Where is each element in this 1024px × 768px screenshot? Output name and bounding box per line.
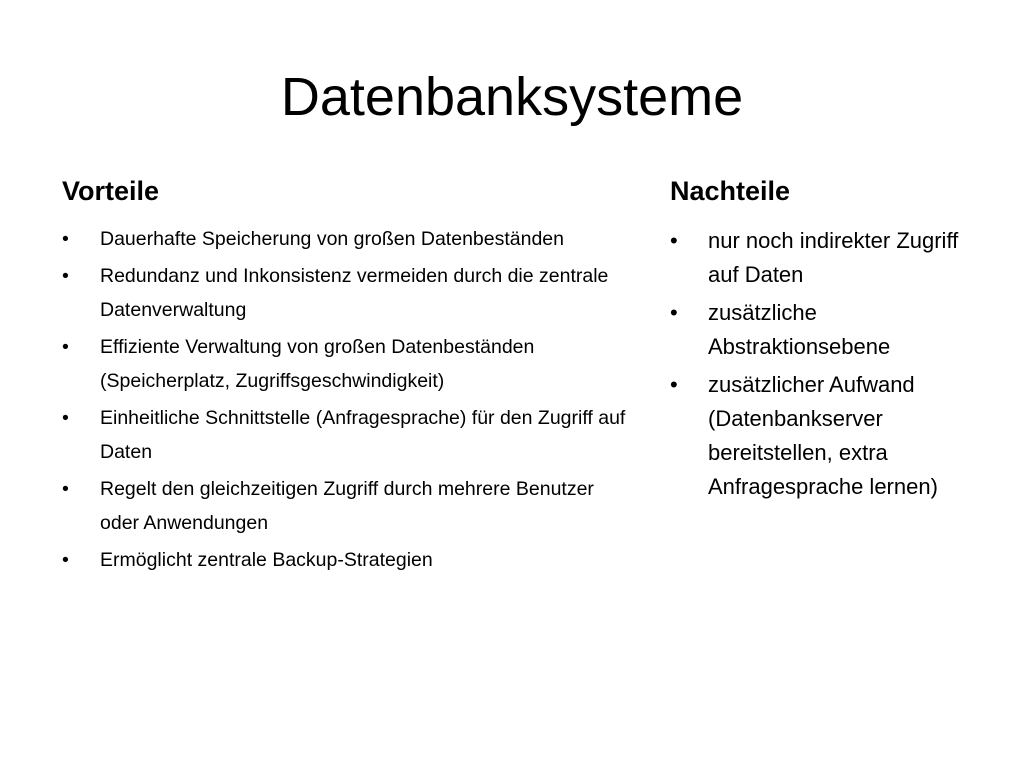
advantage-item bbox=[62, 259, 632, 327]
advantage-text: Dauerhafte Speicherung von großen Datenbeständen bbox=[100, 228, 564, 250]
advantage-text: Ermöglicht zentrale Backup-Strategien bbox=[100, 549, 433, 571]
bullet-icon: • bbox=[62, 228, 69, 250]
advantage-item bbox=[62, 222, 632, 256]
advantage-item bbox=[62, 472, 632, 540]
disadvantage-text: zusätzlicher Aufwand (Datenbankserver bereitstellen, extra Anfragesprache lernen) bbox=[708, 372, 938, 499]
disadvantage-text: zusätzliche Abstraktionsebene bbox=[708, 300, 891, 359]
disadvantage-item bbox=[670, 368, 970, 504]
advantage-item bbox=[62, 401, 632, 469]
bullet-icon: • bbox=[670, 300, 678, 325]
disadvantages-column bbox=[670, 172, 970, 508]
advantages-heading: Vorteile bbox=[62, 176, 160, 206]
advantages-column bbox=[62, 172, 632, 580]
bullet-icon: • bbox=[62, 549, 69, 571]
bullet-icon: • bbox=[670, 372, 678, 397]
bullet-icon: • bbox=[62, 265, 69, 287]
advantages-list bbox=[62, 222, 632, 577]
disadvantage-item bbox=[670, 224, 970, 292]
disadvantage-text: nur noch indirekter Zugriff auf Daten bbox=[708, 228, 959, 287]
disadvantages-list bbox=[670, 224, 970, 504]
bullet-icon: • bbox=[62, 478, 69, 500]
advantage-text: Einheitliche Schnittstelle (Anfragesprache) für den Zugriff auf Daten bbox=[100, 407, 626, 463]
advantage-item bbox=[62, 543, 632, 577]
advantage-item bbox=[62, 330, 632, 398]
advantage-text: Effiziente Verwaltung von großen Datenbeständen (Speicherplatz, Zugriffsgeschwindigkeit) bbox=[100, 336, 535, 392]
bullet-icon: • bbox=[62, 336, 69, 358]
advantage-text: Regelt den gleichzeitigen Zugriff durch mehrere Benutzer oder Anwendungen bbox=[100, 478, 594, 534]
disadvantage-item bbox=[670, 296, 970, 364]
disadvantages-heading: Nachteile bbox=[670, 176, 791, 206]
bullet-icon: • bbox=[62, 407, 69, 429]
slide-title: Datenbanksysteme bbox=[280, 67, 744, 127]
advantage-text: Redundanz und Inkonsistenz vermeiden durch die zentrale Datenverwaltung bbox=[100, 265, 609, 321]
bullet-icon: • bbox=[670, 228, 678, 253]
